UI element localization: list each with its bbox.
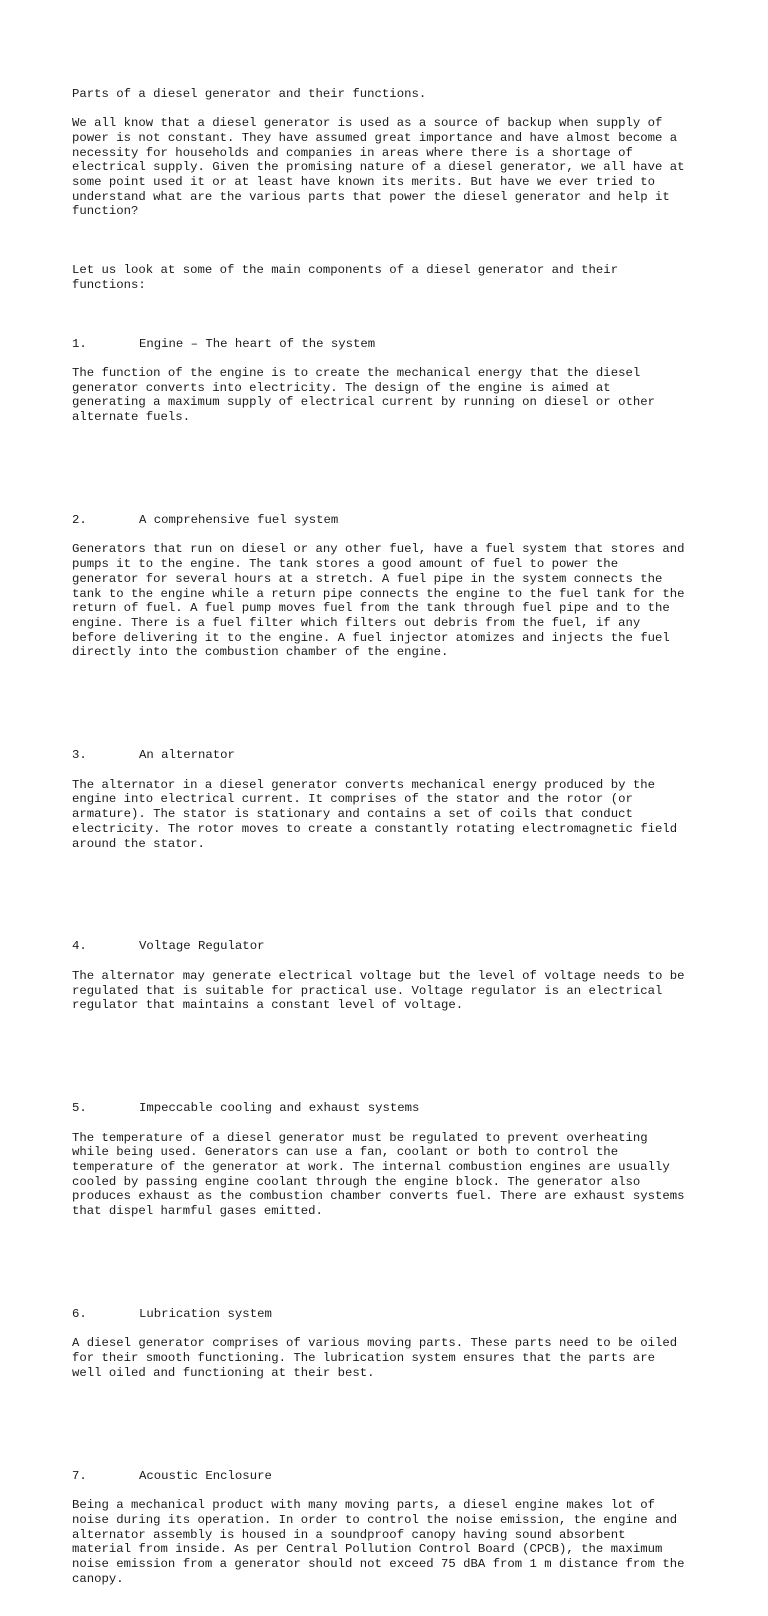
section-number: 1.	[72, 336, 87, 351]
paragraph-gap	[72, 234, 712, 249]
paragraph-gap	[72, 881, 712, 896]
section-body: The temperature of a diesel generator must be regulated to prevent overheating while being used. Generators can use a fan, coolant or both to control the temperature of the generator at work. The internal combustion engines are usually cooled by passing engine coolant through the engine block. The generator also produces exhaust as the combustion chamber converts fuel. There are exhaust systems that dispel harmful gases emitted.	[72, 1130, 685, 1219]
intro-paragraph: We all know that a diesel generator is used as a source of backup when supply of power is not constant. They have assumed great importance and have almost become a necessity for households and companies in areas where there is a shortage of electrical supply. Given the promising nature of a diesel generator, we all have at some point used it or at least have known its merits. But have we ever tried to understand what are the various parts that power the diesel generator and help it function?	[72, 116, 685, 219]
document-title: Parts of a diesel generator and their functions.	[72, 86, 427, 101]
section-number: 6.	[72, 1306, 87, 1321]
section-heading	[72, 337, 712, 352]
section-heading	[72, 939, 712, 954]
section-number: 4.	[72, 939, 87, 954]
section-heading	[72, 513, 712, 528]
section-heading	[72, 748, 712, 763]
section-heading-text: Impeccable cooling and exhaust systems	[139, 1101, 420, 1116]
paragraph-gap	[72, 1248, 712, 1263]
section-heading-text: Acoustic Enclosure	[139, 1468, 272, 1483]
section-number: 5.	[72, 1101, 87, 1116]
section-heading	[72, 1101, 712, 1116]
section-body: The alternator may generate electrical voltage but the level of voltage needs to be regulated that is suitable for practical use. Voltage regulator is an electrical regulator that maintains a constant level of voltage.	[72, 968, 685, 1013]
section-heading-text: A comprehensive fuel system	[139, 513, 339, 528]
section-3	[72, 734, 712, 866]
section-heading	[72, 1469, 712, 1484]
section-heading-text: Lubrication system	[139, 1306, 272, 1321]
section-5	[72, 1086, 712, 1233]
section-4	[72, 925, 712, 1028]
section-heading-text: An alternator	[139, 748, 235, 763]
paragraph-gap	[72, 454, 712, 469]
section-6	[72, 1292, 712, 1395]
section-body: Generators that run on diesel or any other fuel, have a fuel system that stores and pumps it to the engine. The tank stores a good amount of fuel to power the generator for several hours at a stretch. A fuel pipe in the system connects the tank to the engine while a return pipe connects the engine to the fuel tank for the return of fuel. A fuel pump moves fuel from the tank through fuel pipe and to the engine. There is a fuel filter which filters out debris from the fuel, if any before delivering it to the engine. A fuel injector atomizes and injects the fuel directly into the combustion chamber of the engine.	[72, 542, 685, 660]
section-number: 7.	[72, 1468, 87, 1483]
section-body: Being a mechanical product with many moving parts, a diesel engine makes lot of noise during its operation. In order to control the noise emission, the engine and alternator assembly is housed in a soundproof canopy having sound absorbent material from inside. As per Central Pollution Control Board (CPCB), the maximum noise emission from a generator should not exceed 75 dBA from 1 m distance from the canopy.	[72, 1498, 685, 1586]
document-page	[72, 72, 712, 1616]
section-2	[72, 498, 712, 674]
section-7	[72, 1454, 712, 1601]
section-heading-text: Voltage Regulator	[139, 939, 265, 954]
section-number: 3.	[72, 748, 87, 763]
section-heading-text: Engine – The heart of the system	[139, 336, 376, 351]
lead-paragraph: Let us look at some of the main components of a diesel generator and their functions:	[72, 263, 619, 292]
section-heading	[72, 1307, 712, 1322]
section-body: The alternator in a diesel generator converts mechanical energy produced by the engine into electrical current. It comprises of the stator and the rotor (or armature). The stator is stationary and contains a set of coils that conduct electricity. The rotor moves to create a constantly rotating electromagnetic field around the stator.	[72, 777, 678, 851]
section-1	[72, 322, 712, 440]
section-number: 2.	[72, 513, 87, 528]
section-body: The function of the engine is to create the mechanical energy that the diesel generator converts into electricity. The design of the engine is aimed at generating a maximum supply of electrical current by running on diesel or other alternate fuels.	[72, 366, 655, 425]
paragraph-gap	[72, 690, 712, 705]
section-body: A diesel generator comprises of various moving parts. These parts need to be oiled for their smooth functioning. The lubrication system ensures that the parts are well oiled and functioning at their best.	[72, 1336, 678, 1380]
paragraph-gap	[72, 1410, 712, 1425]
paragraph-gap	[72, 1042, 712, 1057]
